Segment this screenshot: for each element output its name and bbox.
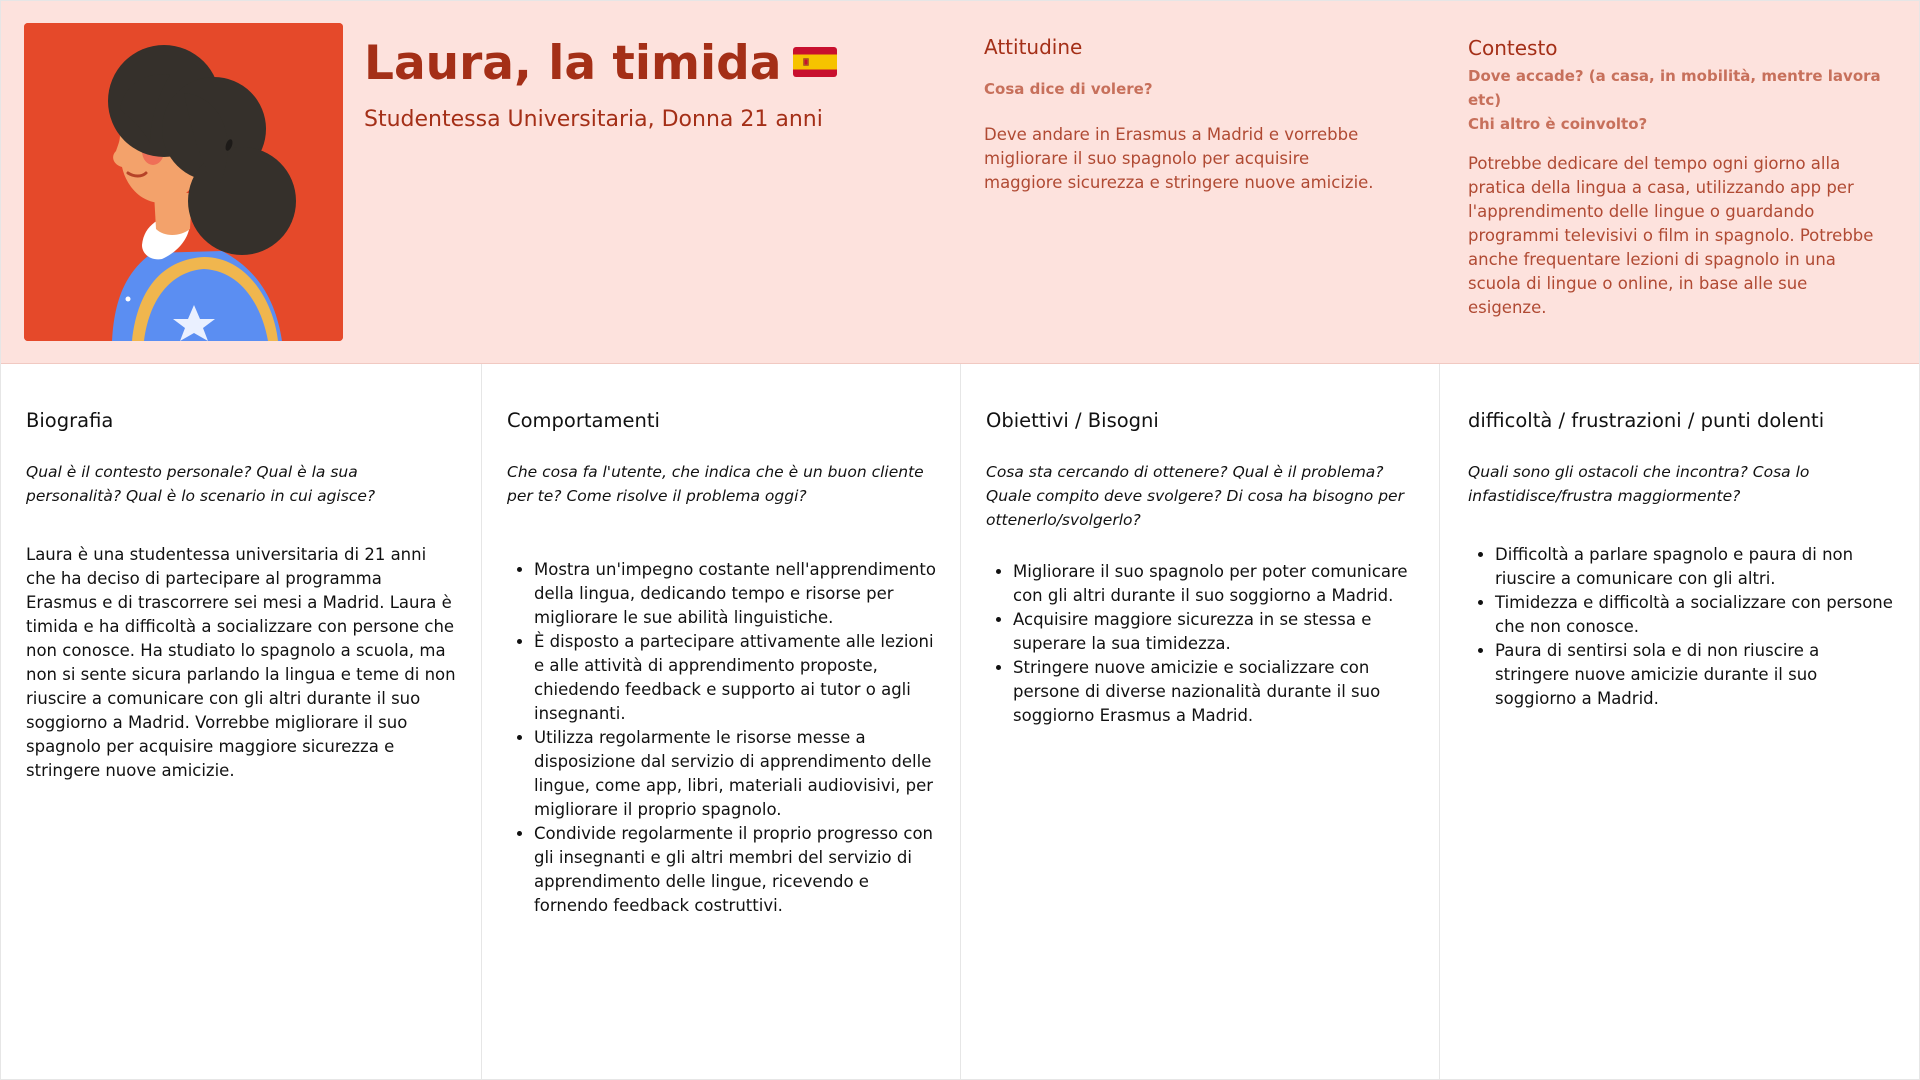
behaviors-section	[482, 364, 961, 1080]
list-item: • Condivide regolarmente il proprio progresso con gli insegnanti e gli altri membri del servizio di apprendimento delle lingue, ricevendo e fornendo feedback costruttivi.	[534, 822, 944, 918]
pain-points-title: difficoltà / frustrazioni / punti dolenti	[1468, 409, 1825, 432]
list-item: • Acquisire maggiore sicurezza in se stessa e superare la sua timidezza.	[1013, 608, 1433, 656]
avatar-illustration	[24, 23, 343, 341]
pain-points-list	[1468, 543, 1895, 711]
goals-section	[961, 364, 1440, 1080]
biography-prompt: Qual è il contesto personale? Qual è la sua personalità? Qual è lo scenario in cui agisce?	[26, 463, 376, 505]
list-item: • Stringere nuove amicizie e socializzare con persone di diverse nazionalità durante il suo soggiorno Erasmus a Madrid.	[1013, 656, 1433, 728]
pain-points-prompt: Quali sono gli ostacoli che incontra? Cosa lo infastidisce/frustra maggiormente?	[1468, 463, 1810, 505]
persona-name	[364, 31, 837, 97]
list-item: • Paura di sentirsi sola e di non riuscire a stringere nuove amicizie durante il suo soggiorno a Madrid.	[1495, 639, 1895, 711]
attitude-title: Attitudine	[984, 35, 1083, 59]
context-section	[1468, 32, 1908, 320]
list-item: • Migliorare il suo spagnolo per poter comunicare con gli altri durante il suo soggiorno a Madrid.	[1013, 560, 1433, 608]
biography-section	[1, 364, 482, 1080]
goals-prompt: Cosa sta cercando di ottenere? Qual è il problema? Quale compito deve svolgere? Di cosa ha bisogno per ottenerlo/svolgerlo?	[986, 463, 1404, 529]
persona-name-text: Laura, la timida	[364, 36, 782, 91]
list-item: • Difficoltà a parlare spagnolo e paura di non riuscire a comunicare con gli altri.	[1495, 543, 1895, 591]
persona-subtitle: Studentessa Universitaria, Donna 21 anni	[364, 107, 823, 132]
biography-body: Laura è una studentessa universitaria di 21 anni che ha deciso di partecipare al programma Erasmus e di trascorrere sei mesi a Madrid. Laura è timida e ha difficoltà a socializzare con persone che non conosce. Ha studiato lo spagnolo a scuola, ma non si sente sicura parlando la lingua e teme di non riuscire a comunicare con gli altri durante il suo soggiorno a Madrid. Vorrebbe migliorare il suo spagnolo per acquisire maggiore sicurezza e stringere nuove amicizie.	[26, 545, 456, 780]
context-prompt-line2: Chi altro è coinvolto?	[1468, 115, 1648, 133]
attitude-section	[984, 31, 1374, 195]
persona-avatar	[24, 23, 343, 341]
attitude-prompt: Cosa dice di volere?	[984, 80, 1153, 98]
pain-points-section	[1440, 364, 1919, 1080]
behaviors-prompt: Che cosa fa l'utente, che indica che è un buon cliente per te? Come risolve il problema oggi?	[507, 463, 924, 505]
context-title: Contesto	[1468, 36, 1558, 60]
context-body: Potrebbe dedicare del tempo ogni giorno alla pratica della lingua a casa, utilizzando app per l'apprendimento delle lingue o guardando programmi televisivi o film in spagnolo. Potrebbe anche frequentare lezioni di spagnolo in una scuola di lingue o online, in base alle sue esigenze.	[1468, 154, 1874, 317]
persona-header	[1, 1, 1919, 364]
spain-flag-graphic	[793, 47, 837, 77]
behaviors-list	[507, 558, 944, 918]
list-item: • Utilizza regolarmente le risorse messe a disposizione dal servizio di apprendimento delle lingue, come app, libri, materiali audiovisivi, per migliorare il proprio spagnolo.	[534, 726, 944, 822]
goals-title: Obiettivi / Bisogni	[986, 409, 1159, 432]
goals-list	[986, 560, 1433, 728]
behaviors-title: Comportamenti	[507, 409, 660, 432]
context-prompt-line1: Dove accade? (a casa, in mobilità, mentre lavora etc)	[1468, 67, 1881, 109]
spain-flag-icon	[793, 29, 837, 95]
attitude-body: Deve andare in Erasmus a Madrid e vorrebbe migliorare il suo spagnolo per acquisire maggiore sicurezza e stringere nuove amicizie.	[984, 125, 1374, 192]
list-item: • Mostra un'impegno costante nell'apprendimento della lingua, dedicando tempo e risorse per migliorare le sue abilità linguistiche.	[534, 558, 944, 630]
biography-title: Biografia	[26, 409, 114, 432]
list-item: • Timidezza e difficoltà a socializzare con persone che non conosce.	[1495, 591, 1895, 639]
list-item: • È disposto a partecipare attivamente alle lezioni e alle attività di apprendimento proposte, chiedendo feedback e supporto ai tutor o agli insegnanti.	[534, 630, 944, 726]
